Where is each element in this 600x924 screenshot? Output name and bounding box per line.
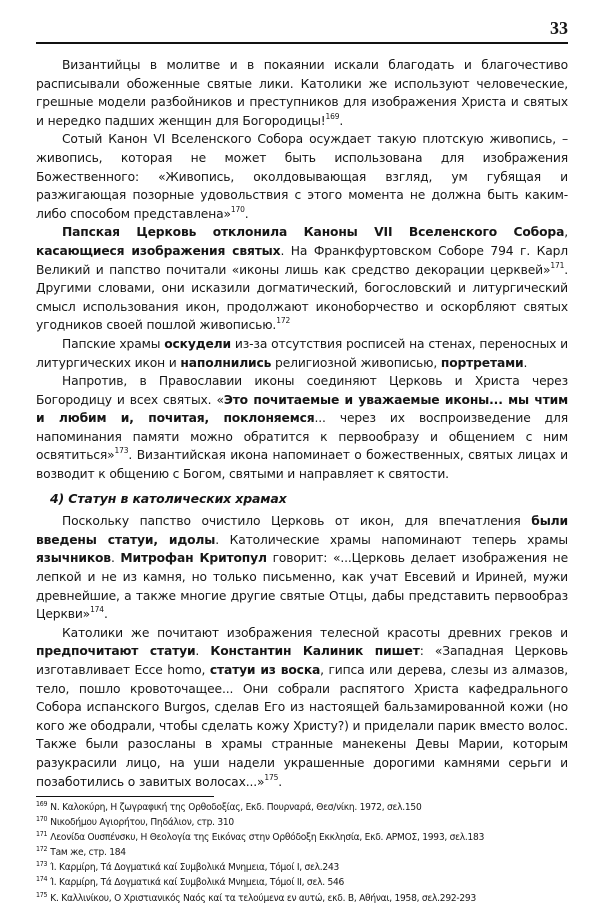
footnote-number: 169 — [36, 800, 48, 808]
text-run: религиозной живописью, — [271, 355, 441, 370]
text-run: , — [564, 225, 568, 240]
bold-text: оскудели — [164, 336, 231, 351]
text-run: Поскольку папство очистило Церковь от икон, для впечатления — [62, 514, 532, 529]
footnote — [36, 800, 568, 815]
text-run: : «Западная Церковь изготавливает Ecce homo, — [36, 644, 568, 677]
footnote — [36, 830, 568, 845]
paragraphs-group-2 — [36, 512, 568, 791]
bold-text: наполнились — [180, 355, 272, 370]
footnote-text: N. Καλοκύρη, Η ζωγραφική της Ορθοδοξίας, Εκδ. Πουρναρά, Θεσ/νίκη. 1972, σελ.150 — [50, 802, 422, 813]
bold-text: язычников — [36, 551, 111, 566]
footnote-ref: 169 — [325, 111, 340, 121]
footnote-text: Λεονίδα Ουσπένσκυ, Η Θεολογία της Εικόνας στην Ορθόδοξη Εκκλησία, Εκδ. ΑΡΜΟΣ, 1993, σελ.183 — [50, 832, 485, 844]
text-run: . — [523, 355, 528, 370]
text-run: Напротив, в Православии иконы соединяют Церковь и Христа через Богородицу и всех святых. « — [36, 374, 568, 407]
footnote-text: Там же, стр. 184 — [50, 847, 126, 859]
footnote-text: Νικοδήμου Αγιορήτου, Πηδάλιον, стр. 310 — [50, 817, 234, 829]
text-run: Католики же почитают изображения телесной красоты древних греков и — [62, 625, 568, 640]
text-run: говорит: «...Церковь делает изображения не лепкой и не из камня, но только письменно, как учат Евсевий и Ириней, мужи древнейшие, а также многие другие святые Отцы, дабы представить первообраз Церкви» — [36, 551, 568, 622]
footnotes — [36, 800, 568, 906]
bold-text: Папская Церковь отклонила Каноны VII Вселенского Собора — [62, 225, 565, 240]
footnote-ref: 175 — [264, 772, 279, 782]
text-run: . — [278, 774, 282, 789]
footnote-number: 173 — [36, 860, 48, 869]
paragraph — [36, 512, 568, 624]
bold-text: статуи из воска — [209, 663, 321, 677]
text-run: . На Франкфуртовском Соборе 794 г. Карл Великий и папство почитали «иконы лишь как средство декорации церквей» — [36, 243, 568, 277]
paragraph — [36, 372, 568, 484]
bold-text: были введены статуи, идолы — [36, 514, 568, 547]
text-run: . — [244, 206, 249, 221]
footnote-number: 171 — [36, 830, 48, 839]
footnote — [36, 845, 568, 860]
bold-text: Константин Калиник пишет — [210, 644, 420, 659]
bold-text: Это почитаемые и уважаемые иконы... мы чтим и любим и, почитая, поклоняемся — [36, 392, 568, 426]
footnote-text: Ί. Καρμίρη, Τά Δογματικά καί Συμβολικά Μνημεια, Τόμοί ΙΙ, σελ. 546 — [50, 877, 345, 889]
text-run: . — [103, 607, 108, 622]
footnote-ref: 171 — [550, 260, 565, 270]
bold-text: касающиеся изображения святых — [36, 243, 281, 258]
paragraph — [36, 335, 568, 372]
footnote — [36, 815, 568, 830]
text-run: Сотый Канон VI Вселенского Собора осуждает такую плотскую живопись, – живопись, которая не может быть использована для изображения Божественного: «Живопись, околдовывающая взгляд, ум губящая и разжигающая позорные удовольствия с этого момента не должна быть каким-либо способом представлена» — [36, 132, 568, 221]
paragraphs-group-1 — [36, 56, 568, 484]
text-run: . Другими словами, они исказили догматический, богословский и литургический смысл использования икон, продолжают иконоборчество и оскорбляют святых угодников своей пошлой живописью. — [36, 262, 568, 333]
footnote-number: 174 — [36, 875, 48, 884]
text-run: . Византийская икона напоминает о божественных, святых лицах и возводит к общению с Богом, святыми и направляет к святости. — [36, 448, 568, 482]
bold-text: портретами — [440, 355, 524, 370]
text-run: из-за отсутствия росписей на стенах, переносных и литургических икон и — [36, 336, 569, 370]
text-run: , гипса или дерева, слезы из алмазов, тело, пошло кровоточащее... Они собрали распятого Христа кафедрального Собора испанского Burgos, сделав Его из настоящей бальзамированной кожи (но кого же ободрали, чтобы сделать кожу Христу?) и приделали парик вместо волос. Также были разосланы в храмы странные манекены Девы Марии, которым разукрасили лицо, на уши надели украшенные дорогими камнями серьги и позаботились о завитых волосах...» — [36, 663, 569, 789]
text-run: Папские храмы — [62, 336, 165, 351]
footnote-number: 172 — [36, 845, 48, 854]
text-run: ... через их воспроизведение для напоминания памяти можно обратится к первообразу и общением с ним освятиться» — [36, 411, 568, 463]
text-run: . — [195, 644, 211, 659]
footnote-ref: 174 — [90, 605, 104, 615]
footnote-ref: 170 — [230, 204, 245, 214]
text-run: . Католические храмы напоминают теперь храмы — [215, 532, 568, 547]
text-run: . — [110, 551, 121, 566]
paragraph — [36, 130, 568, 223]
footnote — [36, 875, 568, 890]
bold-text: Митрофан Критопул — [120, 551, 267, 566]
header-rule — [36, 42, 568, 44]
text-run: Византийцы в молитве и в покаянии искали благодать и благочестиво расписывали обоженные святые лики. Католики же используют человеческие, грешные модели разбойников и преступников для изображения Христа и святых и нередко падших женщин для Богородицы! — [36, 58, 568, 128]
footnote-text: Κ. Καλλινίκου, Ο Χριστιανικός Ναός καί τα τελούμενα εν αυτώ, εκδ. Β, Αθήναι, 1958, σελ.292-293 — [50, 892, 476, 904]
book-page — [36, 0, 568, 924]
footnote-number: 170 — [36, 815, 48, 824]
section-heading: 4) Статун в католических храмах — [50, 490, 287, 506]
text-run: . — [339, 113, 344, 128]
footnote-ref: 173 — [114, 446, 129, 456]
footnote-number: 175 — [36, 890, 48, 899]
footnote-ref: 172 — [276, 316, 291, 326]
bold-text: предпочитают статуи — [36, 644, 196, 659]
footnote-rule — [36, 796, 214, 797]
main-text — [36, 56, 568, 791]
footnote — [36, 860, 568, 875]
page-number: 33 — [550, 18, 568, 38]
footnote-text: Ί. Καρμίρη, Τά Δογματικά καί Συμβολικά Μνημεια, Τόμοί Ι, σελ.243 — [50, 862, 340, 874]
paragraph — [36, 624, 568, 791]
footnote — [36, 891, 568, 906]
paragraph — [36, 223, 568, 335]
paragraph — [36, 56, 568, 130]
